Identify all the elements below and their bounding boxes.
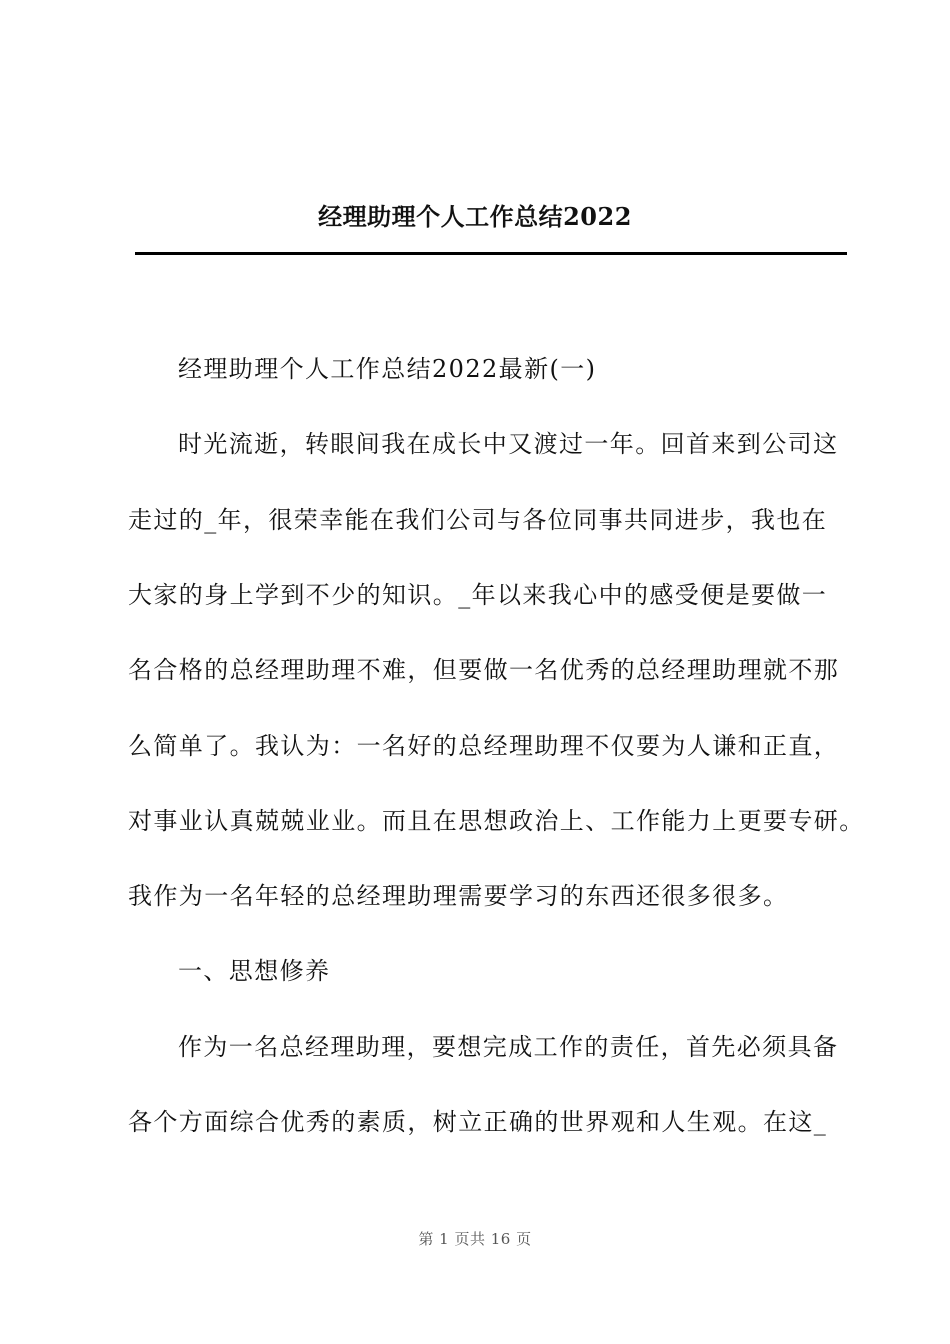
paragraph-line: 名合格的总经理助理不难，但要做一名优秀的总经理助理就不那 — [128, 656, 840, 684]
paragraph-line: 时光流逝，转眼间我在成长中又渡过一年。回首来到公司这 — [178, 430, 839, 458]
document-title: 经理助理个人工作总结2022 — [318, 202, 632, 231]
paragraph-line: 么简单了。我认为：一名好的总经理助理不仅要为人谦和正直， — [128, 732, 840, 760]
paragraph-line: 各个方面综合优秀的素质，树立正确的世界观和人生观。在这_ — [128, 1108, 828, 1136]
subsection-heading: 一、思想修养 — [178, 957, 331, 985]
paragraph-line: 我作为一名年轻的总经理助理需要学习的东西还很多很多。 — [128, 882, 789, 910]
paragraph-line: 对事业认真兢兢业业。而且在思想政治上、工作能力上更要专研。 — [128, 807, 865, 835]
page-footer: 第 1 页共 16 页 — [418, 1230, 532, 1248]
title-underline — [135, 252, 847, 255]
paragraph-line: 作为一名总经理助理，要想完成工作的责任，首先必须具备 — [178, 1033, 839, 1061]
section-heading: 经理助理个人工作总结2022最新(一) — [178, 355, 597, 383]
paragraph-line: 大家的身上学到不少的知识。_年以来我心中的感受便是要做一 — [128, 581, 828, 609]
paragraph-line: 走过的_年，很荣幸能在我们公司与各位同事共同进步，我也在 — [128, 506, 828, 534]
